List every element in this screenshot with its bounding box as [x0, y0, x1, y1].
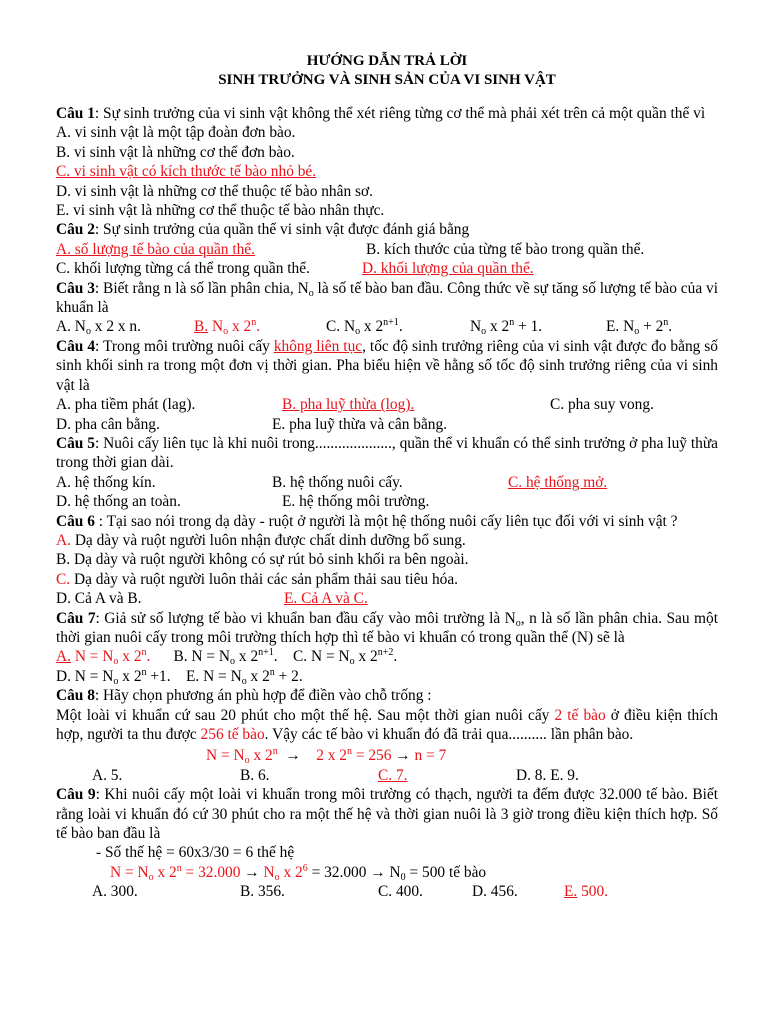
option-a: A. Dạ dày và ruột người luôn nhận được chất dinh dưỡng bổ sung.: [56, 531, 466, 549]
question-5: [56, 434, 718, 473]
question-text: : Sự sinh trưởng của quần thể vi sinh vật được đánh giá bằng: [94, 221, 470, 239]
option-d: D. vi sinh vật là những cơ thể thuộc tế bào nhân sơ.: [56, 182, 373, 200]
question-4: [56, 337, 718, 395]
question-label: Câu 8: [56, 687, 95, 705]
option-b-answer: B. pha luỹ thừa (log).: [282, 396, 415, 414]
options-row: [56, 647, 718, 666]
option-d: D. $N = N_o$ x $2^n +1$.: [56, 666, 171, 687]
option-c: C. Dạ dày và ruột người luôn thải các sản phẩm thải sau tiêu hóa.: [56, 570, 459, 588]
question-label: Câu 6: [56, 512, 95, 530]
option-b: B. hệ thống nuôi cấy.: [272, 473, 403, 491]
options-row: [56, 492, 718, 511]
option-d: D. Cả A và B.: [56, 590, 142, 608]
solution-step: - Số thế hệ = 60x3/30 = 6 thế hệ: [96, 844, 295, 862]
document-title: HƯỚNG DẪN TRẢ LỜI: [306, 53, 468, 69]
arrow-icon: →: [370, 863, 386, 881]
question-text: : Giả sử số lượng tế bào vi khuẩn ban đầu cấy vào môi trường là N: [95, 609, 516, 627]
highlighted-term: không liên tục: [273, 337, 363, 355]
option-e: E. $N = N_o$ x $2^n + 2$.: [185, 666, 303, 687]
options-row: [56, 240, 718, 259]
options-row: [56, 395, 718, 414]
option-b: B. 6.: [240, 766, 270, 784]
option-c: C. $N = N_o$ x $2^{n+2}$.: [293, 647, 398, 668]
options-row: [56, 317, 718, 336]
question-text: , tốc độ sinh trưởng riêng của vi sinh vật được đo bằng số sinh khối sinh ra trong một đơn vị thời gian. Pha biểu hiện về hằng số tốc độ sinh trưởng riêng của vi sinh vật là: [56, 337, 718, 394]
option-d: D. hệ thống an toàn.: [56, 493, 181, 511]
question-3: [56, 279, 718, 318]
question-text: : Sự sinh trưởng của vi sinh vật không thể xét riêng từng cơ thể mà phải xét trên cả một quần thể vì: [94, 105, 706, 122]
option-d: D. pha cân bằng.: [56, 415, 160, 433]
option-a: A. hệ thống kín.: [56, 473, 156, 491]
options-row: [56, 259, 718, 278]
option-c: C. $N_o$ x $2^{n+1}$.: [326, 317, 403, 338]
option-e: E. $N_o + 2^n$.: [606, 317, 673, 338]
option-a: A. $N_o$ x 2 x n.: [56, 318, 141, 338]
option-a-answer: A. số lượng tế bào của quần thể.: [56, 240, 255, 258]
question-6: [56, 512, 718, 531]
option-a-answer: A. $N = N_o$ x 2$^n$.: [56, 647, 151, 668]
option-c: C. 400.: [378, 883, 423, 901]
option-c-answer: [56, 162, 718, 181]
question-text: : Biết rằng n là số lần phân chia, N: [94, 279, 309, 297]
question-label: Câu 3: [56, 279, 95, 297]
options-row: [56, 766, 718, 785]
question-8: [56, 686, 718, 705]
question-text: : Nuôi cấy liên tục là khi nuôi trong...................., quần thể vi khuẩn có thể sinh trưởng ở pha luỹ thừa trong thời gian dài.: [56, 434, 718, 472]
question-text: : Hãy chọn phương án phù hợp để điền vào chỗ trống :: [94, 687, 432, 705]
option-a: A. 300.: [92, 883, 138, 901]
solution-formula: $N = N_o$ x $2^n = 32.000 \to N_o$ x $2^6 = 32.000 \to N_0 = 500$ tế bào: [110, 862, 487, 883]
option-b: B. kích thước của từng tế bào trong quần thể.: [366, 240, 645, 258]
highlighted-term: 256 tế bào: [200, 726, 265, 743]
option-b: B. $N = N_o$ x $2^{n+1}$.: [173, 647, 278, 668]
question-label: Câu 4: [56, 337, 96, 355]
question-9: [56, 785, 718, 843]
question-text: : Tại sao nói trong dạ dày - ruột ở người là một hệ thống nuôi cấy liên tục đối với vi sinh vật ?: [94, 512, 678, 530]
question-2: [56, 220, 718, 239]
option-d: D. 456.: [472, 883, 518, 901]
question-text: : Trong môi trường nuôi cấy: [95, 337, 274, 355]
highlighted-term: 2 tế bào: [554, 706, 606, 724]
answer-text: C. vi sinh vật có kích thước tế bào nhỏ bé.: [56, 163, 317, 181]
options-row: [56, 667, 718, 686]
options-row: [56, 882, 718, 901]
options-row: [56, 473, 718, 492]
option-d: $N_o$ x $2^n + 1$.: [470, 317, 543, 338]
question-label: Câu 7: [56, 609, 96, 627]
option-e: E. pha luỹ thừa và cân bằng.: [272, 415, 448, 433]
option-c: C. pha suy vong.: [550, 396, 654, 414]
question-8-body: Một loài vi khuẩn cứ sau 20 phút cho một thế hệ. Sau một thời gian nuôi cấy 2 tế bào ở điều kiện thích hợp, người ta thu được 256 tế bào. Vậy các tế bào vi khuẩn đó đã trải qua.......... lần phân bào.: [56, 706, 718, 743]
option-e: E. hệ thống môi trường.: [282, 493, 430, 511]
option-b-answer: B. $N_o$ x 2$^n$.: [194, 317, 261, 338]
options-row: [56, 589, 718, 608]
option-a: A. pha tiềm phát (lag).: [56, 396, 196, 414]
arrow-icon: →: [285, 747, 301, 765]
arrow-icon: →: [395, 747, 411, 765]
solution-formula: $N = N_o$ x 2$^n$ → 2 x $2^n = 256 \to n = 7$: [206, 746, 447, 767]
option-c: C. khối lượng từng cá thể trong quần thể.: [56, 260, 310, 278]
option-c-answer: C. hệ thống mở.: [508, 473, 608, 491]
question-label: Câu 5: [56, 434, 95, 452]
arrow-icon: →: [244, 863, 260, 881]
option-e-answer: E. 500.: [564, 883, 609, 901]
question-text: : Khi nuôi cấy một loài vi khuẩn trong môi trường có thạch, người ta đếm được 32.000 tế bào. Biết rằng loài vi khuẩn đó cứ 30 phút cho ra một thế hệ và thời gian nuôi là 3 giờ trong điều kiện thích hợp. Số tế bào ban đầu là: [56, 786, 718, 843]
option-e-answer: E. Cả A và C.: [284, 590, 368, 608]
option-b: B. 356.: [240, 883, 285, 901]
subscript: o: [308, 287, 314, 299]
question-text: là số tế bào ban đầu. Công thức về sự tăng số lượng tế bào của vi khuẩn là: [56, 279, 718, 317]
option-b: B. vi sinh vật là những cơ thể đơn bào.: [56, 143, 295, 161]
question-label: Câu 1: [56, 105, 95, 122]
document-subtitle: SINH TRƯỞNG VÀ SINH SẢN CỦA VI SINH VẬT: [218, 72, 556, 88]
options-row: [56, 415, 718, 434]
question-label: Câu 9: [56, 786, 96, 804]
option-d: D. 8. E. 9.: [516, 766, 579, 784]
question-7: Câu 7: Giả sử số lượng tế bào vi khuẩn ban đầu cấy vào môi trường là $N_o$, n là số lần phân chia. Sau một thời gian nuôi cấy trong môi trường thích hợp thì tế bào vi khuẩn có trong quần thể (N) sẽ là: [56, 609, 718, 646]
question-1: [56, 104, 718, 123]
option-e: E. vi sinh vật là những cơ thể thuộc tế bào nhân thực.: [56, 202, 385, 220]
option-b: B. Dạ dày và ruột người không có sự rút bỏ sinh khối ra bên ngoài.: [56, 551, 469, 569]
question-text: , n là số lần phân chia. Sau một thời gian nuôi cấy trong môi trường thích hợp thì tế bào vi khuẩn có trong quần thể (N) sẽ là: [56, 609, 718, 646]
question-label: Câu 2: [56, 221, 95, 239]
option-d-answer: D. khối lượng của quần thể.: [362, 260, 534, 278]
option-a: A. 5.: [92, 766, 123, 784]
option-a: A. vi sinh vật là một tập đoàn đơn bào.: [56, 124, 296, 142]
option-c-answer: C. 7.: [378, 766, 408, 784]
